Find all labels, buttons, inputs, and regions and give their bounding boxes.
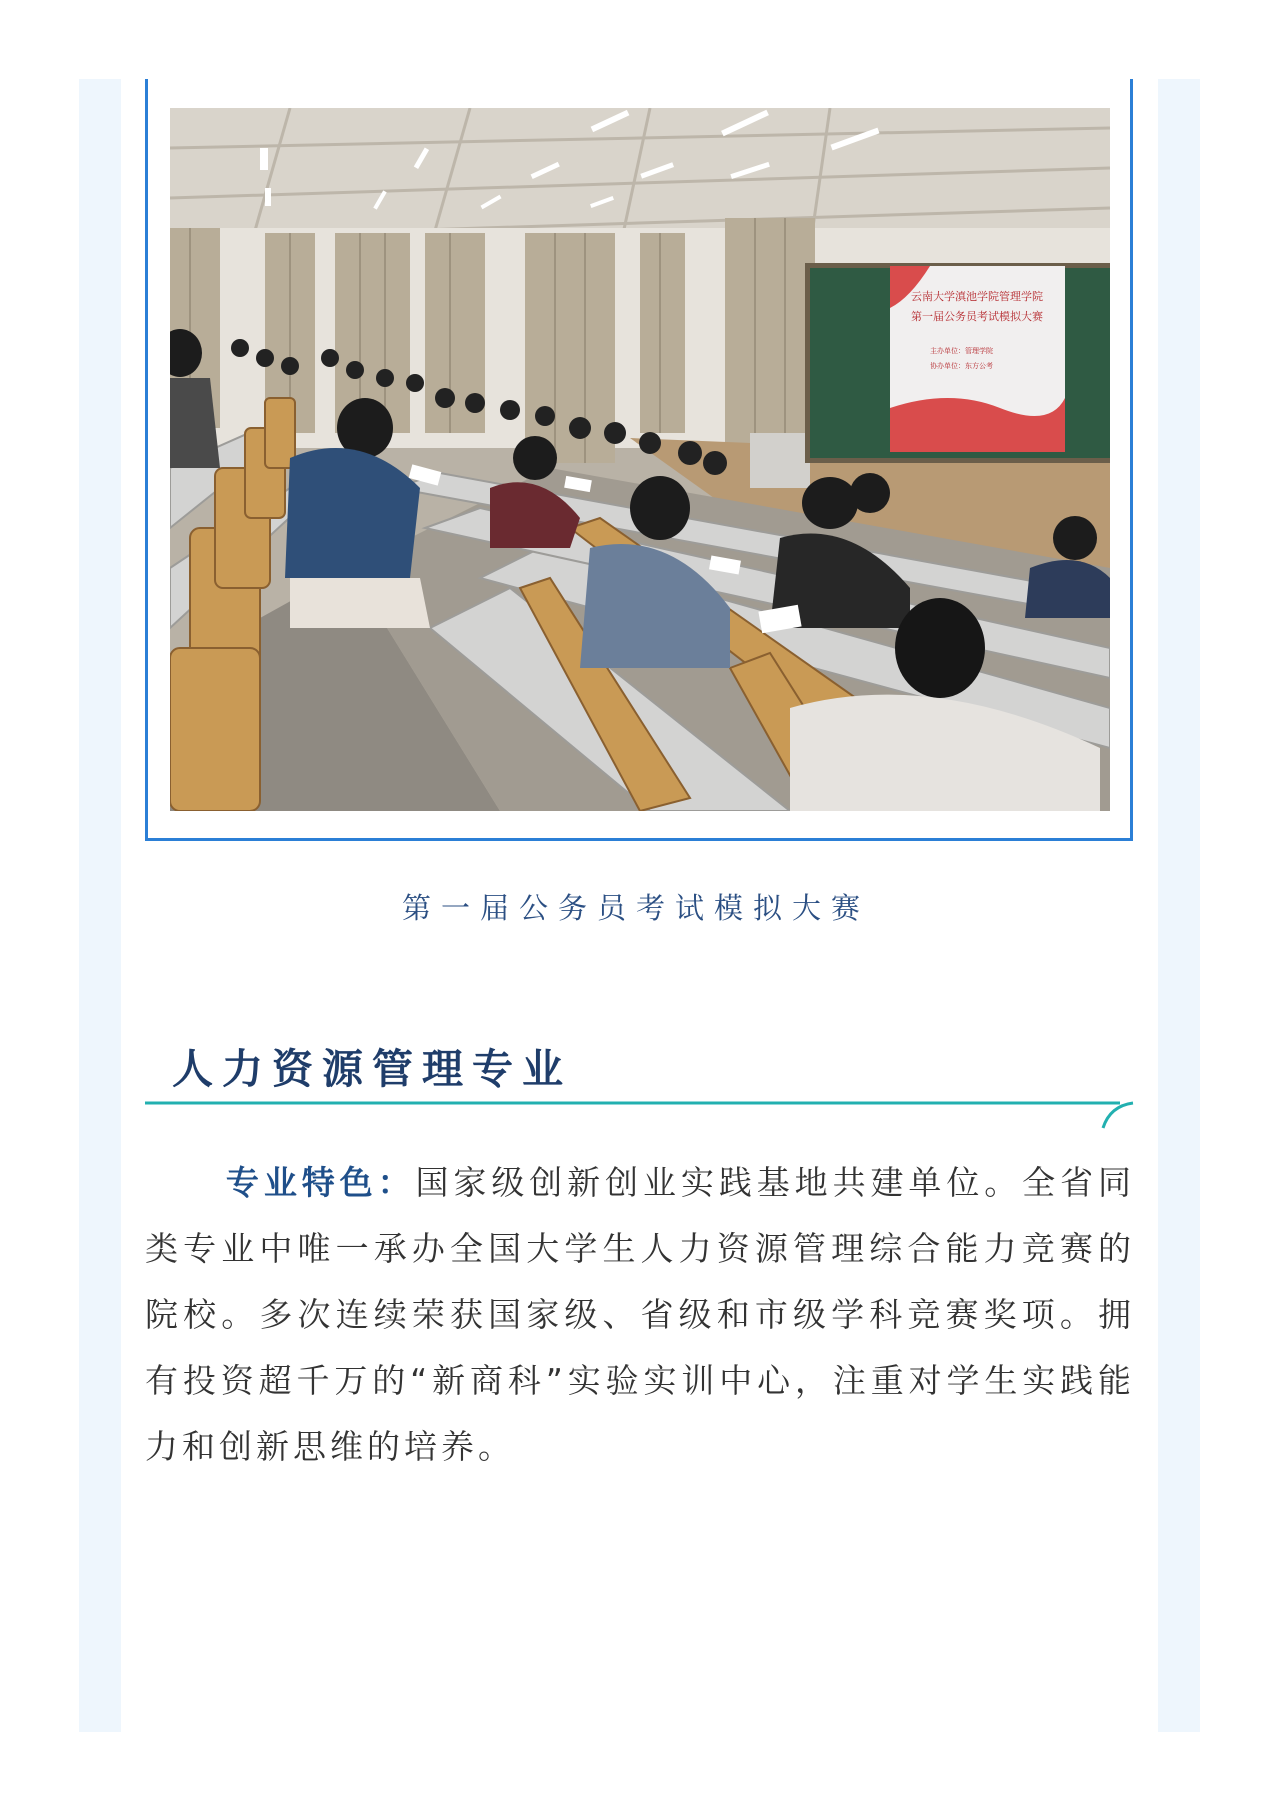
slide-line-1: 云南大学滇池学院管理学院 [911, 290, 1043, 303]
slide-line-3: 主办单位：管理学院 [930, 347, 993, 355]
title-underline-rule [145, 1098, 1135, 1130]
photo-caption: 第一届公务员考试模拟大赛 [401, 891, 870, 925]
lead-label: 专业特色： [225, 1163, 416, 1202]
exam-classroom-photo [170, 108, 1110, 811]
slide-line-2: 第一届公务员考试模拟大赛 [911, 310, 1043, 323]
section-title: 人力资源管理专业 [172, 1045, 572, 1093]
description-body: 国家级创新创业实践基地共建单位。全省同类专业中唯一承办全国大学生人力资源管理综合能力竞赛的院校。多次连续荣获国家级、省级和市级学科竞赛奖项。拥有投资超千万的“新商科”实验实训中心，注重对学生实践能力和创新思维的培养。 [145, 1163, 1136, 1466]
exam-classroom-photo-icon [170, 108, 1110, 811]
major-description [145, 1150, 1135, 1480]
slide-line-4: 协办单位：东方公考 [930, 362, 993, 370]
